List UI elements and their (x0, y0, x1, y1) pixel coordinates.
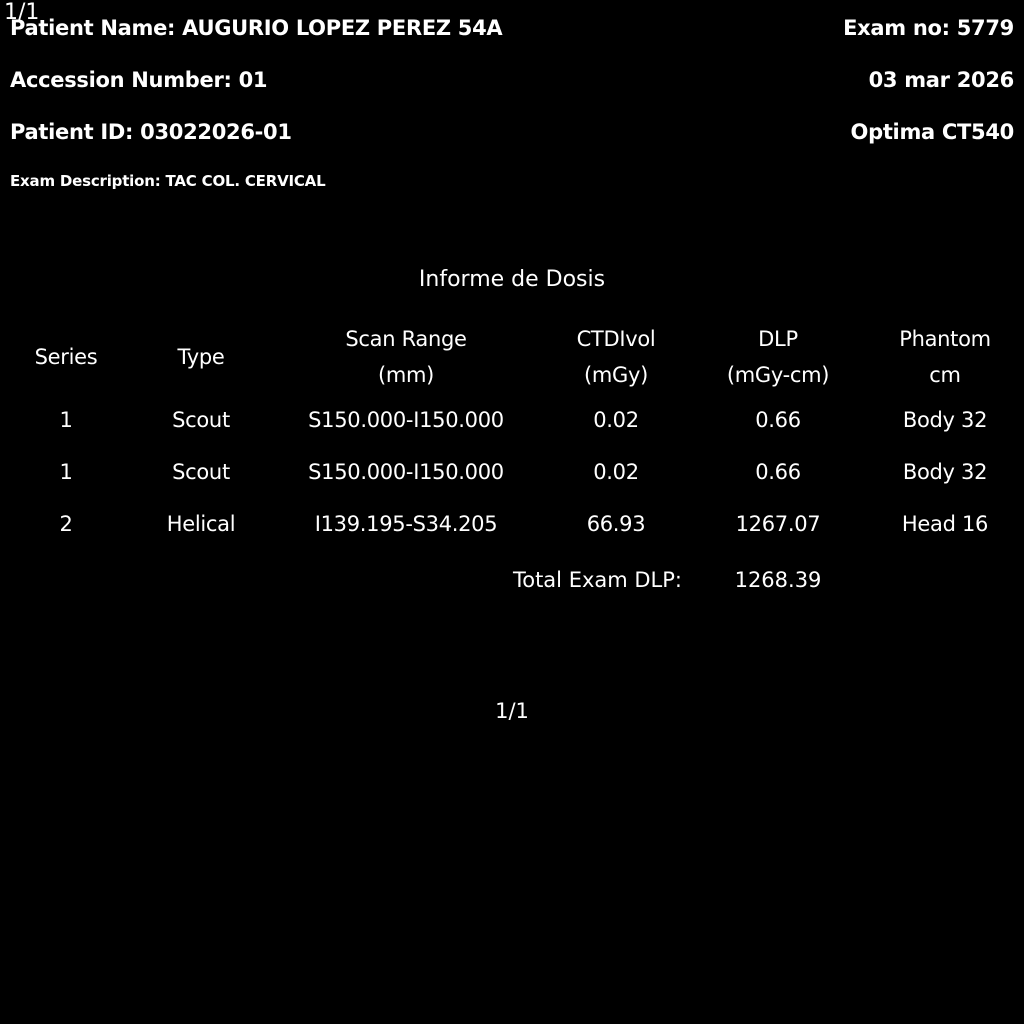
column-header-unit: (mGy) (583, 363, 649, 387)
cell-type: Scout (172, 460, 230, 484)
cell-phantom: Head 16 (901, 512, 989, 536)
cell-series: 2 (59, 512, 73, 536)
cell-phantom: Body 32 (902, 408, 988, 432)
cell-series: 1 (59, 460, 73, 484)
image-counter-overlay: 1/1 (4, 0, 40, 25)
column-header-line: Series (34, 345, 98, 369)
table-row (0, 498, 1024, 550)
column-header-phantom (866, 320, 1024, 394)
column-header-line: Phantom (899, 327, 991, 351)
cell-scan-range: S150.000-I150.000 (308, 408, 504, 432)
exam-date: 03 mar 2026 (868, 68, 1014, 92)
cell-scan-range: S150.000-I150.000 (308, 460, 504, 484)
cell-ctdivol: 66.93 (586, 512, 646, 536)
table-header-row (0, 320, 1024, 394)
cell-type: Scout (172, 408, 230, 432)
column-header-type (132, 320, 270, 394)
column-header-ctdivol (542, 320, 690, 394)
column-header-unit: cm (929, 363, 961, 387)
scanner-model: Optima CT540 (850, 120, 1014, 144)
cell-dlp: 0.66 (755, 460, 801, 484)
accession-number: Accession Number: 01 (10, 68, 268, 92)
cell-ctdivol: 0.02 (593, 460, 639, 484)
cell-type: Helical (166, 512, 236, 536)
table-row (0, 394, 1024, 446)
column-header-series (0, 320, 132, 394)
column-header-unit: (mm) (377, 363, 435, 387)
patient-id: Patient ID: 03022026-01 (10, 120, 292, 144)
column-header-scan-range (270, 320, 542, 394)
cell-ctdivol: 0.02 (593, 408, 639, 432)
table-row (0, 446, 1024, 498)
column-header-line: Scan Range (345, 327, 467, 351)
page-number: 1/1 (495, 699, 529, 723)
cell-dlp: 0.66 (755, 408, 801, 432)
report-title: Informe de Dosis (418, 267, 606, 292)
exam-number: Exam no: 5779 (843, 16, 1014, 40)
cell-scan-range: I139.195-S34.205 (314, 512, 498, 536)
column-header-line: Type (177, 345, 225, 369)
column-header-unit: (mGy-cm) (726, 363, 830, 387)
cell-dlp: 1267.07 (735, 512, 821, 536)
total-exam-dlp-label: Total Exam DLP: (512, 568, 682, 592)
dose-report-table (0, 320, 1024, 550)
column-header-line: DLP (758, 327, 798, 351)
column-header-line: CTDIvol (576, 327, 656, 351)
column-header-dlp (690, 320, 866, 394)
exam-description: Exam Description: TAC COL. CERVICAL (10, 172, 326, 190)
cell-series: 1 (59, 408, 73, 432)
cell-phantom: Body 32 (902, 460, 988, 484)
patient-name: Patient Name: AUGURIO LOPEZ PEREZ 54A (10, 16, 503, 40)
total-exam-dlp-value: 1268.39 (734, 568, 822, 592)
